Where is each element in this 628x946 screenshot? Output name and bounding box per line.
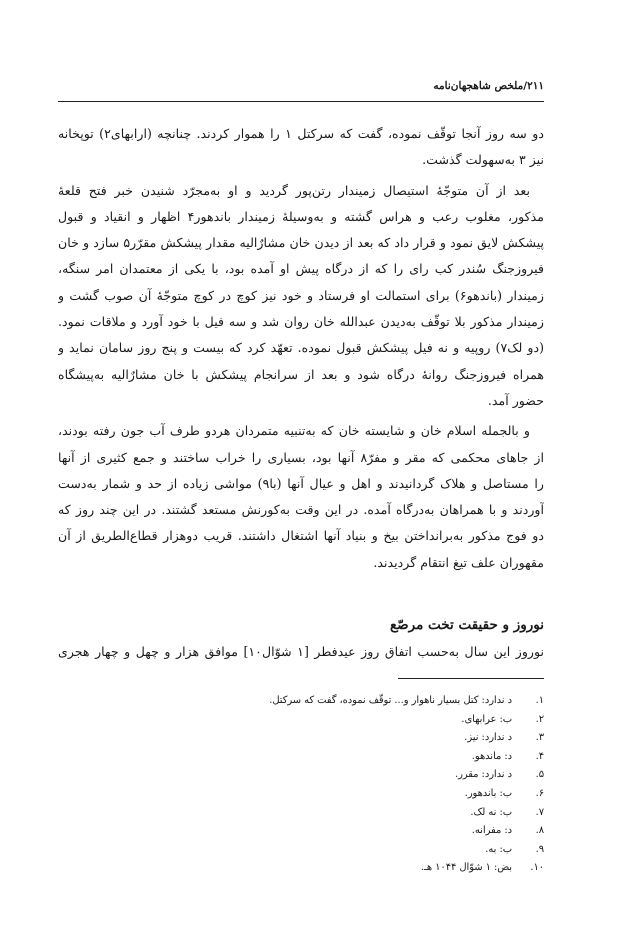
text-line: و بالجمله اسلام خان و شایسته خان که به‌تنبیه متمردان هردو طرف آب جون رفته بودند، — [58, 423, 530, 439]
footnote — [58, 766, 544, 785]
footnote — [58, 841, 544, 860]
text-line: نوروز این سال به‌حسب اتفاق روز عیدفطر [۱ شوّال۱۰] موافق هزار و چهل و چهار هجری — [58, 644, 544, 659]
footnote-number: ۳. — [535, 732, 544, 744]
text-line: از جاهای محکمی که مقر و مفرّ۸ آنها بود، بسیاری را خراب ساختند و جمع کثیری از آنها — [58, 449, 544, 465]
section-heading: نوروز و حقیقت تخت مرصّع — [390, 617, 544, 633]
footnote-number: ۷. — [535, 806, 544, 818]
footnote — [58, 822, 544, 841]
footnote-text: د ندارد: مقرر. — [454, 769, 512, 781]
footnote — [58, 692, 544, 711]
footnote — [58, 748, 544, 767]
footnote — [58, 785, 544, 804]
text-line: حضور آمد. — [487, 392, 544, 408]
text-line: زمیندار (باندهو۶) برای استمالت او فرستاد و خود نیز کوچ در کوچ متوجّهٔ آن صوب گشت و — [58, 287, 544, 303]
footnote-number: ۶. — [535, 787, 544, 799]
footnote-text: ب: به. — [485, 843, 512, 855]
body-text-continued — [58, 639, 544, 665]
body-text — [58, 121, 544, 576]
text-line: دو فوج مذکور به‌برانداختن بیخ و بنیاد آنها اشتغال داشتند. قریب دوهزار قطاع‌الطریق از آن — [58, 528, 544, 544]
footnote-text: ب: نه لک. — [470, 806, 512, 818]
text-line: دو سه روز آنجا توقّف نموده، گفت که سرکتل ۱ را هموار کردند. چنانچه (ارابهای۲) توپخانه — [58, 126, 544, 141]
footnote — [58, 711, 544, 730]
footnote-number: ۱. — [535, 695, 544, 706]
footnote-number: ۹. — [535, 843, 544, 855]
footnote — [58, 804, 544, 823]
footnotes — [58, 692, 544, 878]
footnote-number: ۴. — [535, 750, 544, 762]
text-line: مقهوران علف تیغ انتقام گردیدند. — [373, 554, 544, 570]
footnote-text: د: ماندهو. — [471, 750, 512, 762]
footnote-number: ۸. — [535, 825, 544, 837]
text-line: را مستاصل و هلاک گردانیدند و اهل و عیال آنها (با۹) مواشی زیاده از حد و شمار به‌دست — [58, 475, 544, 491]
text-line: نیز ۳ به‌سهولت گذشت. — [422, 152, 544, 168]
footnote-number: ۲. — [535, 713, 544, 725]
text-line: (دو لک۷) روپیه و نه فیل پیشکش قبول نموده. تعهّد کرد که بیست و پنج روز سامان نماید و — [58, 340, 544, 356]
footnote-rule — [398, 678, 544, 679]
running-head: ۲۱۱/ملخص شاهجهان‌نامه — [433, 80, 544, 92]
footnote-text: د: مفرانه. — [471, 825, 512, 837]
text-line: فیروزجنگ سُندر کب رای را که از درگاه پیش او آمده بود، با یکی از معتمدان امر سنگه، — [58, 261, 544, 277]
text-line: مذکور، مغلوب رعب و هراس گشته و به‌وسیلهٔ زمیندار باندهور۴ اظهار و انقیاد و قبول — [58, 208, 544, 224]
footnote-number: ۵. — [535, 769, 544, 781]
footnote-text: بض: ۱ شوّال ۱۰۴۴ هـ. — [420, 862, 512, 874]
text-line: همراه فیروزجنگ روانهٔ درگاه شود و بعد از سرانجام پیشکش با خان مشارٌالیه به‌پیشگاه — [58, 366, 544, 382]
text-line: آوردند و با همراهان به‌درگاه آمده. در این وقت به‌کورنش مستعد گشتند. در این چند روز که — [58, 502, 544, 518]
footnote-text: ب: عرابهای. — [461, 713, 512, 725]
footnote-text: ب: باندهور. — [464, 787, 512, 799]
footnote-text: د ندارد: نیز. — [464, 732, 512, 744]
text-line: پیشکش لایق نمود و قرار داد که بعد از دیدن خان مشارٌالیه مقدار پیشکش مقرّر۵ سازد و خان — [58, 235, 544, 251]
text-line: بعد از آن متوجّهٔ استیصال زمیندار رتن‌پور گردید و او به‌مجرّد شنیدن خبر فتح قلعهٔ — [58, 182, 530, 198]
footnote-text: د ندارد: کتل بسیار ناهوار و... توقّف نموده، گفت که سرکتل. — [269, 695, 512, 706]
footnote — [58, 859, 544, 878]
footnote — [58, 729, 544, 748]
text-line: زمیندار مذکور بلا توقّف به‌دیدن عبدالله خان روان شد و سه فیل با خود آورد و ملاقات نمود. — [58, 314, 544, 330]
header-rule — [58, 101, 544, 102]
footnote-number: ۱۰. — [530, 862, 544, 874]
